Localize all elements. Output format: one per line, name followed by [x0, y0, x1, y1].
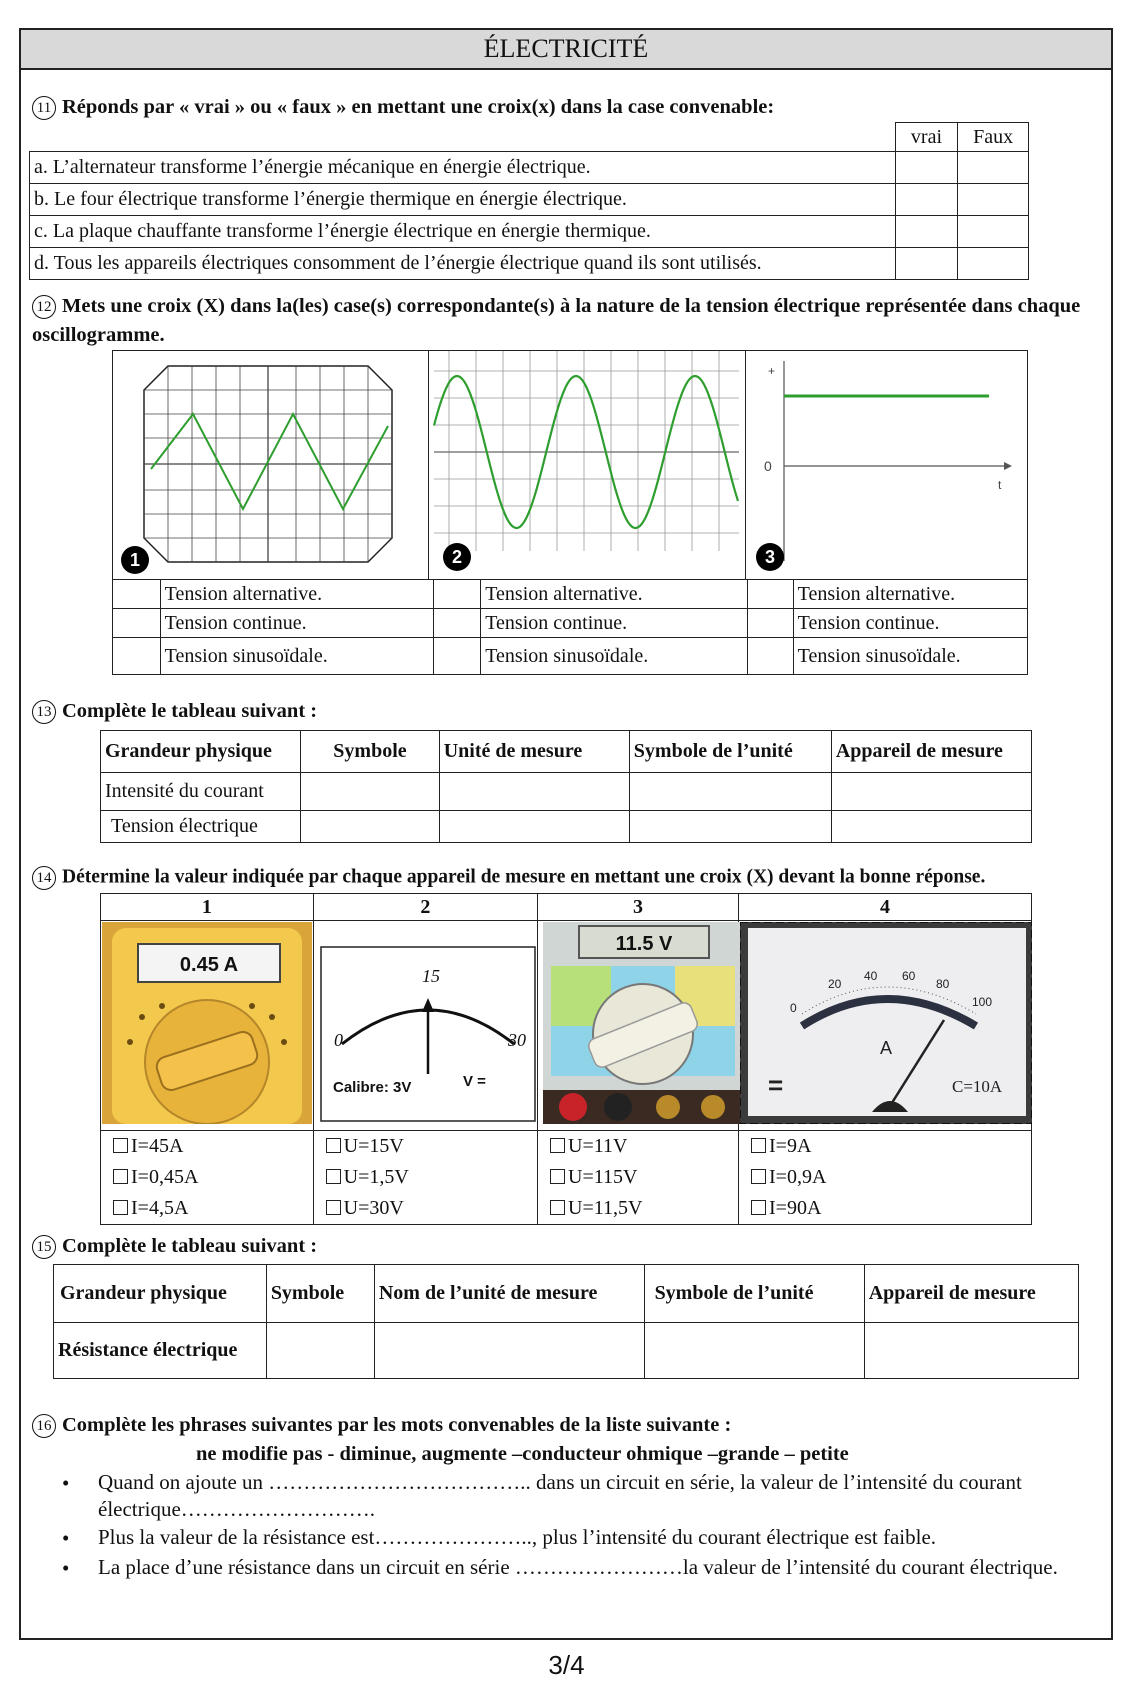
question-number: 16 [32, 1414, 56, 1438]
column-header: Grandeur physique [54, 1265, 267, 1323]
column-header: 1 [101, 894, 314, 921]
faux-box[interactable] [958, 248, 1029, 280]
answer-cell[interactable] [439, 811, 629, 843]
option-label: Tension sinusoïdale. [160, 638, 433, 675]
question-text: Complète le tableau suivant : [62, 700, 318, 722]
bullet-icon: • [62, 1526, 70, 1550]
question-15 [32, 1235, 317, 1259]
question-text: Complète les phrases suivantes par les mots convenables de la liste suivante : [62, 1414, 732, 1436]
multimeter-1-image [102, 922, 312, 1124]
row-label: Tension électrique [101, 811, 301, 843]
checkbox[interactable] [113, 1200, 128, 1215]
unit-label: A [880, 1038, 893, 1058]
checkbox[interactable] [751, 1200, 766, 1215]
ammeter-4-image [740, 922, 1032, 1124]
answer-option[interactable]: U=11V [550, 1131, 734, 1162]
option-label: Tension alternative. [481, 580, 748, 609]
true-false-table [29, 122, 1029, 280]
faux-box[interactable] [958, 216, 1029, 248]
row-label: Intensité du courant [101, 773, 301, 811]
vrai-box[interactable] [895, 152, 958, 184]
answer-option[interactable]: I=45A [113, 1131, 309, 1162]
oscillogram-badge: 3 [756, 543, 784, 571]
question-text: Complète le tableau suivant : [62, 1235, 318, 1257]
answer-option[interactable]: I=0,45A [113, 1162, 309, 1193]
checkbox-cell[interactable] [113, 580, 161, 609]
answer-cell[interactable] [301, 773, 440, 811]
option-label: Tension alternative. [793, 580, 1027, 609]
bullet-icon: • [62, 1471, 70, 1495]
oscillogram-badge: 2 [443, 543, 471, 571]
checkbox[interactable] [550, 1200, 565, 1215]
column-header: Nom de l’unité de mesure [374, 1265, 644, 1323]
column-header: 2 [313, 894, 537, 921]
statement: c. La plaque chauffante transforme l’énergie électrique en énergie thermique. [30, 216, 896, 248]
scale-label: 40 [864, 969, 878, 983]
column-header: Symbole [301, 731, 440, 773]
scale-15-label: 15 [422, 966, 440, 986]
checkbox-cell[interactable] [433, 580, 481, 609]
answer-option[interactable]: U=115V [550, 1162, 734, 1193]
answer-option[interactable]: I=90A [751, 1193, 1027, 1224]
bullet-icon: • [62, 1556, 70, 1580]
option-label: Tension sinusoïdale. [481, 638, 748, 675]
checkbox-cell[interactable] [748, 580, 794, 609]
answer-cell[interactable] [301, 811, 440, 843]
checkbox[interactable] [751, 1138, 766, 1153]
calibre-label: Calibre: 3V [333, 1079, 412, 1096]
question-text: Mets une croix (X) dans la(les) case(s) correspondante(s) à la nature de la tension électrique représentée dans chaque oscillogramme. [32, 295, 1081, 346]
checkbox-cell[interactable] [433, 638, 481, 675]
column-header: Appareil de mesure [831, 731, 1031, 773]
oscillogram-options-table [112, 579, 1028, 675]
dc-symbol: = [768, 1070, 784, 1100]
answer-cell[interactable] [629, 773, 831, 811]
meter-1-display: 0.45 A [179, 954, 239, 976]
vrai-box[interactable] [895, 184, 958, 216]
scale-30-label: 30 [508, 1030, 526, 1050]
oscillogram-1 [112, 350, 430, 580]
faux-box[interactable] [958, 184, 1029, 216]
checkbox[interactable] [751, 1169, 766, 1184]
vrai-box[interactable] [895, 216, 958, 248]
checkbox-cell[interactable] [433, 609, 481, 638]
calibre-label: C=10A [952, 1077, 1003, 1096]
answer-cell[interactable] [629, 811, 831, 843]
question-14 [32, 866, 985, 890]
answer-option[interactable]: I=0,9A [751, 1162, 1027, 1193]
scale-label: 80 [936, 977, 950, 991]
page-number: 3/4 [548, 1650, 585, 1680]
question-11 [32, 96, 774, 120]
faux-header: Faux [958, 123, 1029, 152]
checkbox-cell[interactable] [748, 638, 794, 675]
vrai-box[interactable] [895, 248, 958, 280]
fill-in-sentence[interactable]: Plus la valeur de la résistance est………………….., plus l’intensité du courant électrique est faible. [98, 1525, 937, 1549]
question-number: 14 [32, 866, 56, 890]
option-label: Tension continue. [793, 609, 1027, 638]
answer-cell[interactable] [644, 1323, 864, 1379]
checkbox-cell[interactable] [748, 609, 794, 638]
question-text: Réponds par « vrai » ou « faux » en mettant une croix(x) dans la case convenable: [62, 96, 775, 118]
question-number: 15 [32, 1235, 56, 1259]
voltmeter-2-image [320, 946, 536, 1124]
column-header: Symbole de l’unité [644, 1265, 864, 1323]
answer-cell[interactable] [266, 1323, 374, 1379]
vrai-header: vrai [895, 123, 958, 152]
page-title: ÉLECTRICITÉ [19, 28, 1113, 70]
answer-option[interactable]: U=15V [326, 1131, 533, 1162]
column-header: Grandeur physique [101, 731, 301, 773]
statement: b. Le four électrique transforme l’énergie thermique en énergie électrique. [30, 184, 896, 216]
column-header: Unité de mesure [439, 731, 629, 773]
oscillogram-2 [428, 350, 747, 580]
checkbox[interactable] [550, 1169, 565, 1184]
column-header: Symbole [266, 1265, 374, 1323]
faux-box[interactable] [958, 152, 1029, 184]
meter-3-display: 11.5 V [615, 933, 673, 955]
option-label: Tension alternative. [160, 580, 433, 609]
column-header: 4 [739, 894, 1032, 921]
scale-0-label: 0 [334, 1030, 343, 1050]
statement: d. Tous les appareils électriques consomment de l’énergie électrique quand ils sont utilisés. [30, 248, 896, 280]
statement: a. L’alternateur transforme l’énergie mécanique en énergie électrique. [30, 152, 896, 184]
question-16 [32, 1414, 731, 1438]
checkbox-cell[interactable] [113, 638, 161, 675]
checkbox[interactable] [326, 1169, 341, 1184]
answer-cell[interactable] [831, 811, 1031, 843]
option-label: Tension sinusoïdale. [793, 638, 1027, 675]
scale-label: 20 [828, 977, 842, 991]
answer-option[interactable]: I=9A [751, 1131, 1027, 1162]
quantities-table [100, 730, 1032, 843]
column-header: 3 [538, 894, 739, 921]
oscillogram-badge: 1 [121, 546, 149, 574]
checkbox[interactable] [326, 1138, 341, 1153]
answer-cell[interactable] [374, 1323, 644, 1379]
answer-cell[interactable] [439, 773, 629, 811]
oscillogram-3 [745, 350, 1028, 580]
scale-label: 60 [902, 969, 916, 983]
checkbox[interactable] [550, 1138, 565, 1153]
fill-in-sentence[interactable]: La place d’une résistance dans un circuit en série ……………………la valeur de l’intensité du courant électrique. [98, 1555, 1058, 1579]
answer-option[interactable]: U=30V [326, 1193, 533, 1224]
answer-option[interactable]: U=11,5V [550, 1193, 734, 1224]
answer-option[interactable]: I=4,5A [113, 1193, 309, 1224]
scale-label: 100 [972, 995, 993, 1009]
fill-in-sentence[interactable]: Quand on ajoute un ……………………………….. dans un circuit en série, la valeur de l’intensité du courant électrique………………………. [98, 1470, 1022, 1521]
question-text: Détermine la valeur indiquée par chaque appareil de mesure en mettant une croix (X) devant la bonne réponse. [62, 866, 986, 888]
axis-t-label: t [998, 478, 1002, 492]
multimeter-3-image [543, 922, 743, 1124]
scale-label: 0 [790, 1001, 797, 1015]
column-header: Appareil de mesure [864, 1265, 1078, 1323]
question-13 [32, 700, 317, 724]
option-label: Tension continue. [160, 609, 433, 638]
axis-plus-label: + [768, 364, 776, 378]
question-number: 12 [32, 295, 56, 319]
unit-label: V = [463, 1073, 486, 1090]
word-list: ne modifie pas - diminue, augmente –conducteur ohmique –grande – petite [196, 1443, 849, 1465]
checkbox[interactable] [326, 1200, 341, 1215]
answer-cell[interactable] [864, 1323, 1078, 1379]
question-12 [32, 292, 1092, 350]
answer-option[interactable]: U=1,5V [326, 1162, 533, 1193]
column-header: Symbole de l’unité [629, 731, 831, 773]
answer-cell[interactable] [831, 773, 1031, 811]
row-label: Résistance électrique [54, 1323, 267, 1379]
checkbox[interactable] [113, 1169, 128, 1184]
axis-zero-label: 0 [764, 458, 772, 474]
resistance-table [53, 1264, 1079, 1379]
question-number: 11 [32, 96, 56, 120]
question-number: 13 [32, 700, 56, 724]
checkbox-cell[interactable] [113, 609, 161, 638]
checkbox[interactable] [113, 1138, 128, 1153]
option-label: Tension continue. [481, 609, 748, 638]
